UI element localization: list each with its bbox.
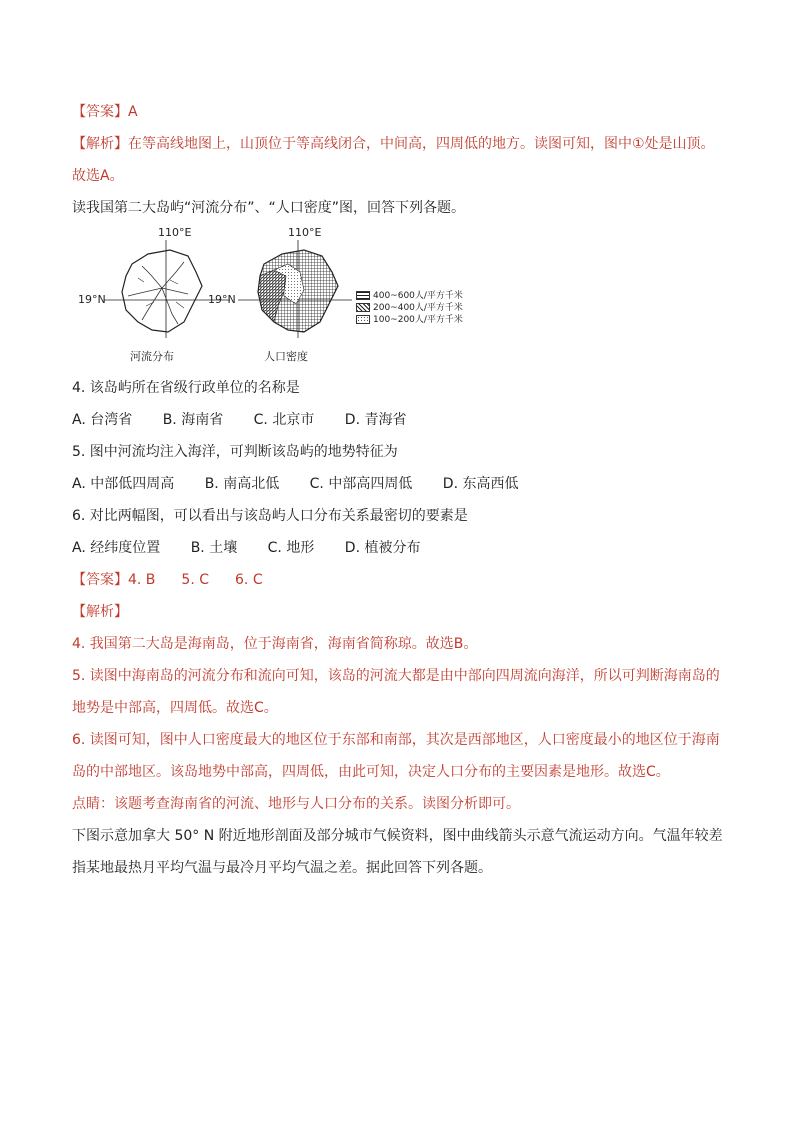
- island-maps-figure: [78, 226, 492, 366]
- analysis-text: 在等高线地图上，山顶位于等高线闭合，中间高，四周低的地方。读图可知，图中①处是山顶。: [128, 136, 715, 152]
- q3-analysis-line1: [72, 134, 732, 154]
- answer-4: 4. B: [128, 572, 156, 588]
- lat-label-right: 19°N: [208, 293, 236, 306]
- option-b: B. 土壤: [190, 540, 238, 556]
- option-d: D. 青海省: [344, 412, 407, 428]
- question-5-options: [72, 474, 732, 494]
- legend-swatch-dots: [356, 315, 370, 324]
- legend-item-low: [356, 312, 463, 325]
- question-4-stem: 4. 该岛屿所在省级行政单位的名称是: [72, 380, 300, 396]
- option-d: D. 植被分布: [344, 540, 421, 556]
- legend-label: 200~400人/平方千米: [373, 303, 463, 313]
- section-intro: 读我国第二大岛屿“河流分布”、“人口密度”图，回答下列各题。: [72, 200, 466, 216]
- answer-value: A: [128, 104, 138, 120]
- option-a: A. 中部低四周高: [72, 476, 175, 492]
- option-c: C. 中部高四周低: [309, 476, 413, 492]
- population-map: [238, 240, 352, 338]
- option-a: A. 台湾省: [72, 412, 133, 428]
- analysis-point: 点睛：该题考查海南省的河流、地形与人口分布的关系。读图分析即可。: [72, 796, 520, 812]
- answer-tag: 【答案】: [72, 104, 128, 120]
- analysis-tag: 【解析】: [72, 136, 128, 152]
- analysis-item-5-line2: 地势是中部高，四周低。故选C。: [72, 700, 278, 716]
- answer-6: 6. C: [235, 572, 263, 588]
- question-6-stem: 6. 对比两幅图，可以看出与该岛屿人口分布关系最密切的要素是: [72, 508, 468, 524]
- caption-river-distribution: 河流分布: [130, 350, 174, 363]
- next-intro-line1: 下图示意加拿大 50° N 附近地形剖面及部分城市气候资料，图中曲线箭头示意气流运动方向。气温年较差: [72, 828, 723, 844]
- legend-swatch-diagonal: [356, 303, 370, 312]
- analysis-item-6-line2: 岛的中部地区。该岛地势中部高，四周低，由此可知，决定人口分布的主要因素是地形。故选C。: [72, 764, 670, 780]
- river-map: [104, 240, 230, 338]
- answers-tag: 【答案】: [72, 572, 128, 588]
- q3-answer-line: [72, 102, 732, 122]
- river-lines: [128, 262, 188, 324]
- analysis-item-6-line1: 6. 读图可知，图中人口密度最大的地区位于东部和南部，其次是西部地区，人口密度最小的地区位于海南: [72, 732, 720, 748]
- option-b: B. 海南省: [162, 412, 224, 428]
- next-intro-line2: 指某地最热月平均气温与最冷月平均气温之差。据此回答下列各题。: [72, 860, 492, 876]
- question-6-options: [72, 538, 732, 558]
- legend-swatch-cross: [356, 291, 370, 300]
- option-c: C. 北京市: [253, 412, 315, 428]
- question-4-options: [72, 410, 732, 430]
- option-b: B. 南高北低: [204, 476, 280, 492]
- question-5-stem: 5. 图中河流均注入海洋，可判断该岛屿的地势特征为: [72, 444, 398, 460]
- option-c: C. 地形: [267, 540, 315, 556]
- legend-label: 400~600人/平方千米: [373, 291, 463, 301]
- caption-population-density: 人口密度: [264, 350, 308, 363]
- analysis-item-5-line1: 5. 读图中海南岛的河流分布和流向可知，该岛的河流大都是由中部向四周流向海洋，所以可判断海南岛的: [72, 668, 720, 684]
- lon-label-right: 110°E: [288, 226, 322, 239]
- q3-analysis-line2: 故选A。: [72, 168, 124, 184]
- option-a: A. 经纬度位置: [72, 540, 161, 556]
- analysis-item-4: 4. 我国第二大岛是海南岛，位于海南省，海南省简称琼。故选B。: [72, 636, 478, 652]
- lat-label-left: 19°N: [78, 293, 106, 306]
- option-d: D. 东高西低: [442, 476, 519, 492]
- answer-5: 5. C: [181, 572, 210, 588]
- lon-label-left: 110°E: [158, 226, 192, 239]
- legend-label: 100~200人/平方千米: [373, 315, 463, 325]
- analysis-heading: 【解析】: [72, 604, 128, 620]
- island-outline: [122, 250, 202, 332]
- answers-line: [72, 570, 732, 590]
